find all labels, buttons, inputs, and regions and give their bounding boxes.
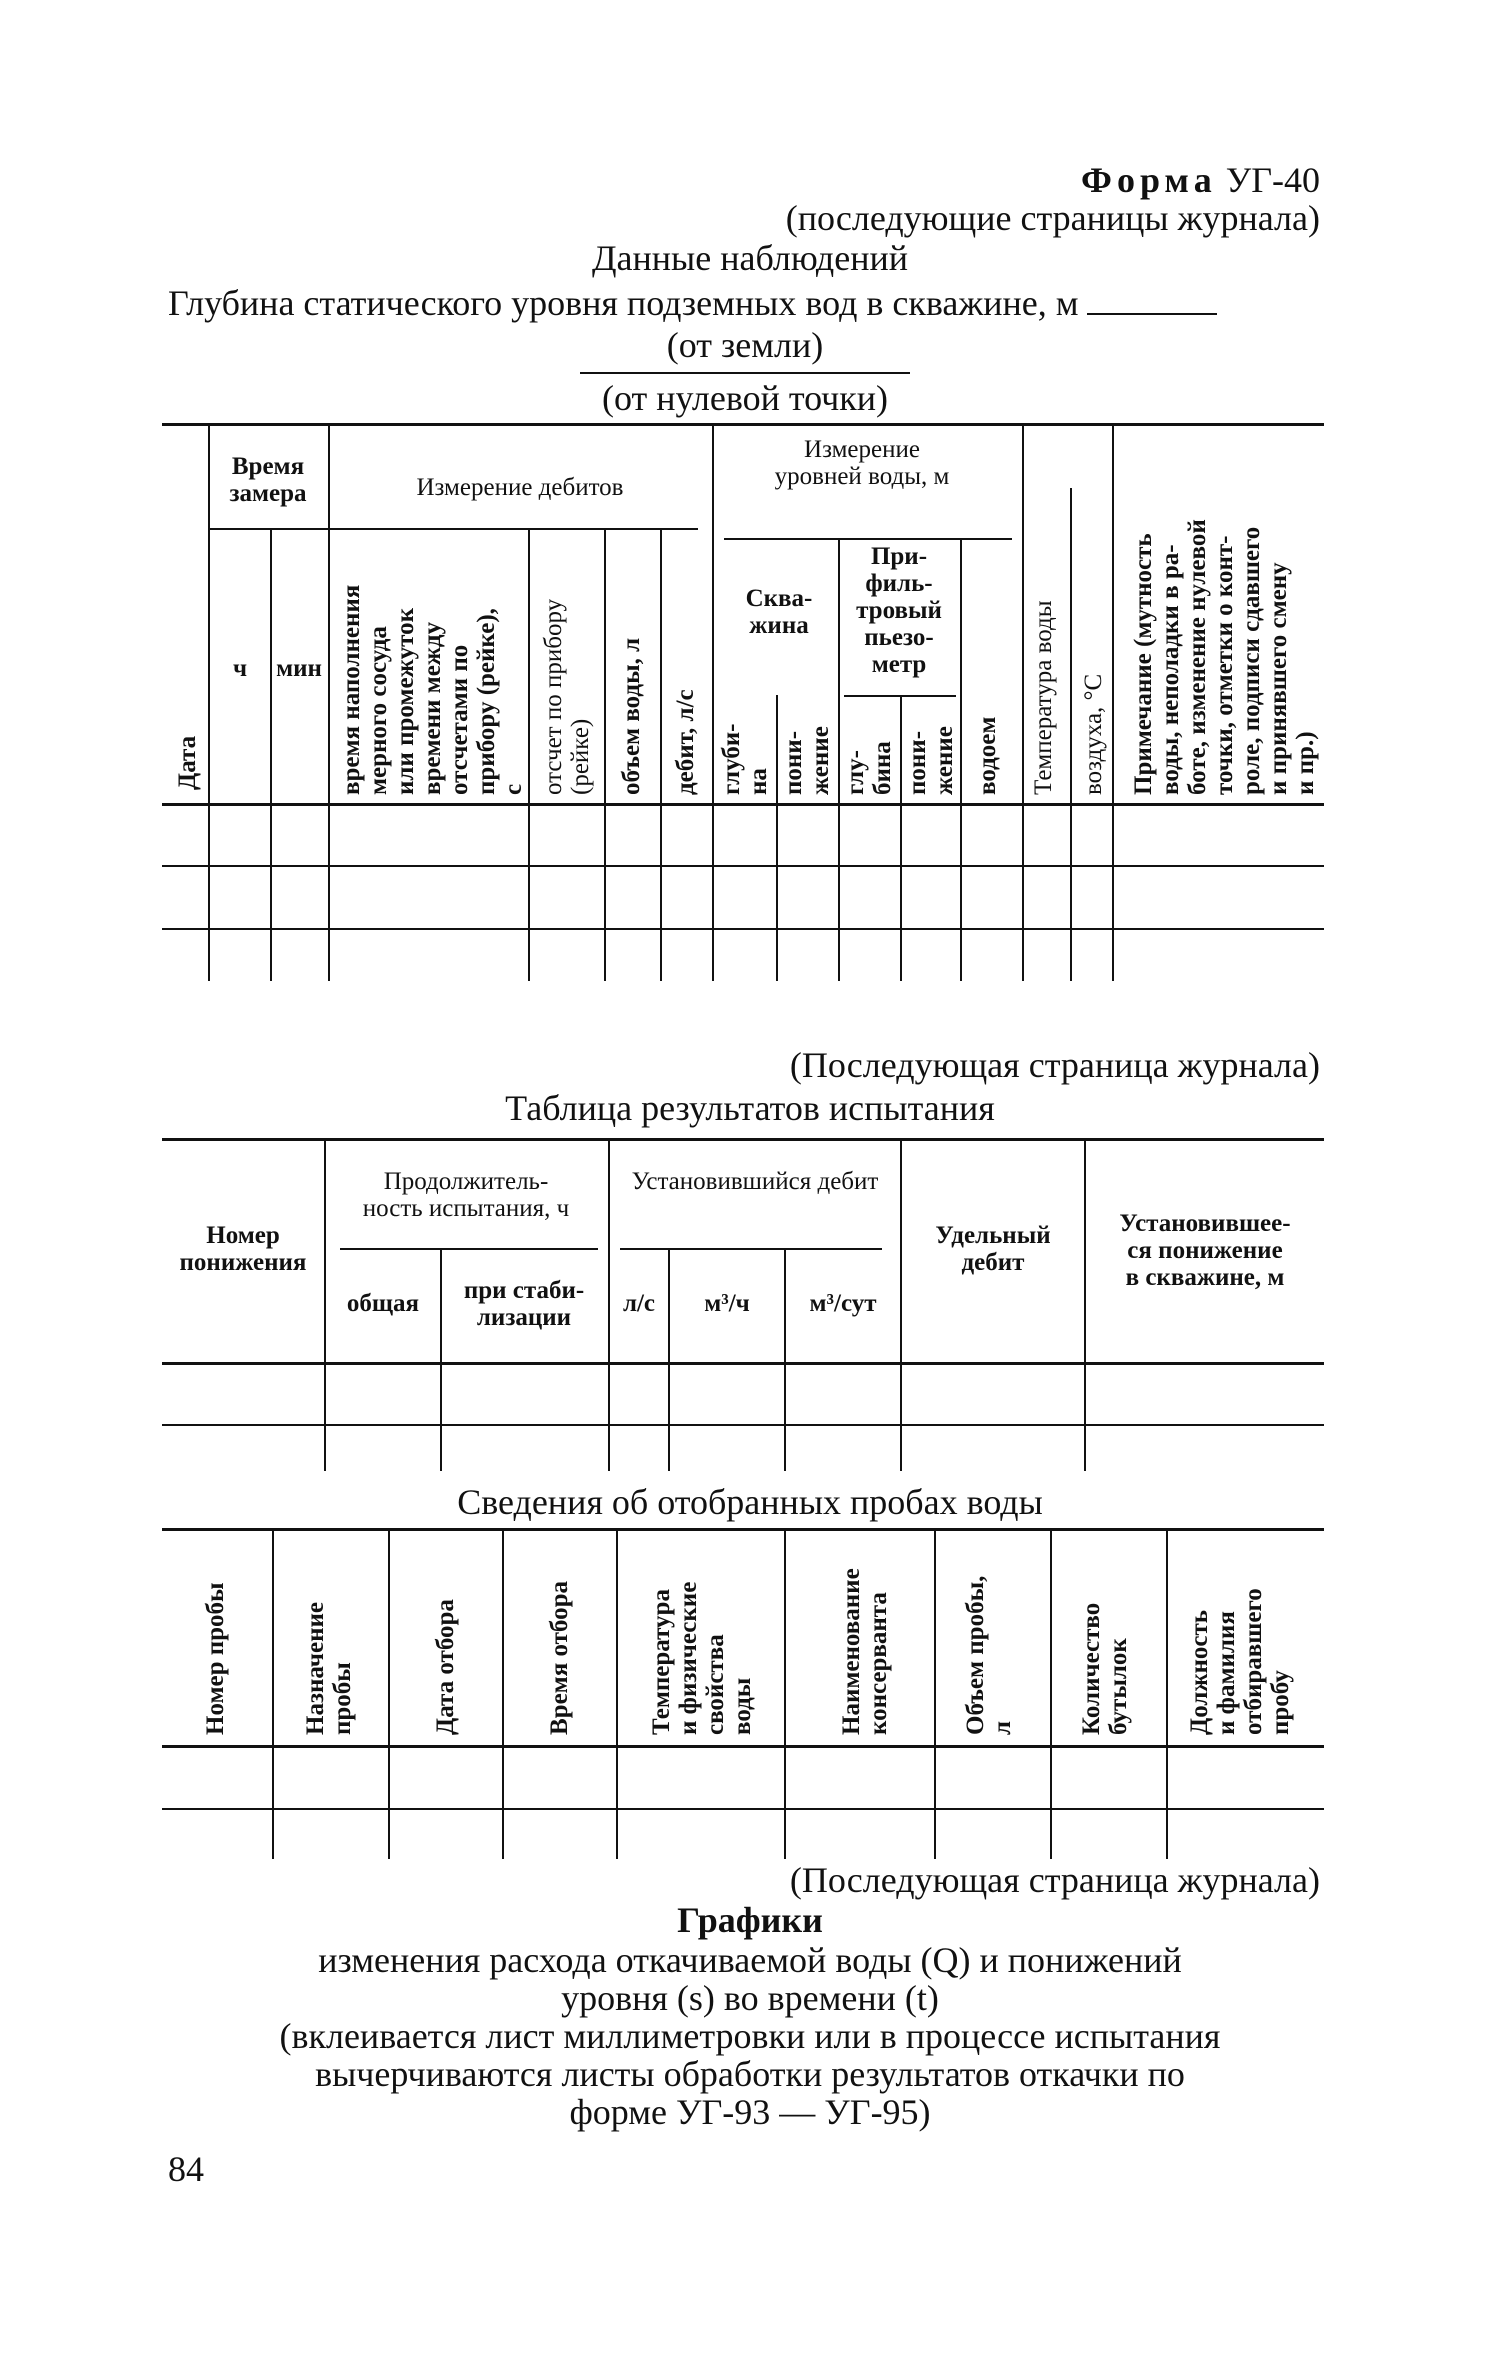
sampler-header: Должность и фамилия отбиравшего пробу (1186, 1588, 1294, 1735)
row-divider-tick (440, 1431, 442, 1471)
row-divider-tick (272, 1815, 274, 1859)
discharge-group-header: Измерение дебитов (416, 474, 624, 501)
time-minutes-header: мин (276, 655, 322, 682)
page-number: 84 (168, 2149, 204, 2189)
row-divider-tick (1084, 1369, 1086, 1421)
form-code: УГ-40 (1225, 160, 1320, 200)
time-hours-header: ч (232, 655, 248, 682)
row-divider-tick (270, 810, 272, 862)
duration-group-header: Продолжитель- ность испытания, ч (362, 1168, 570, 1222)
graphs-line-2: уровня (s) во времени (t) (561, 1978, 939, 2018)
row-divider-tick (712, 935, 714, 981)
drawdown-number-header: Номер понижения (179, 1222, 307, 1276)
row-divider-tick (502, 1752, 504, 1804)
sample-volume-header: Объем пробы, л (962, 1575, 1016, 1735)
row-divider-tick (1070, 935, 1072, 981)
row-divider-tick (660, 872, 662, 924)
results-title: Таблица результатов испытания (505, 1088, 995, 1128)
row-divider-tick (208, 872, 210, 924)
fill-time-header: время наполнения мерного сосуда или промежуток времени между отсчетами по прибору (рейке), с (338, 584, 527, 795)
row-divider-tick (900, 810, 902, 862)
subheader-rule (844, 695, 956, 697)
unit-m3h-header: м³/ч (704, 1290, 750, 1317)
pages-note: (последующие страницы журнала) (785, 198, 1320, 238)
row-rule (162, 865, 1324, 867)
sample-number-header: Номер пробы (202, 1582, 229, 1735)
subheader-rule (620, 1248, 882, 1250)
table-top-rule (162, 1138, 1324, 1141)
row-divider-tick (776, 935, 778, 981)
row-divider-tick (502, 1815, 504, 1859)
static-level-blank (1087, 283, 1217, 315)
subheader-rule (208, 528, 328, 530)
row-divider-tick (388, 1752, 390, 1804)
row-divider-tick (784, 1815, 786, 1859)
graphs-line-4: вычерчиваются листы обработки результатов откачки по (315, 2054, 1185, 2094)
header-bottom-rule (162, 1362, 1324, 1365)
steady-discharge-group-header: Установившийся дебит (631, 1168, 879, 1195)
form-code-line (900, 160, 1320, 200)
remarks-header: Примечание (мутность воды, неполадки в ра- боте, изменение нулевой точки, отметки о конт- роле, подписи сдавшего и принявшего смену и пр.) (1130, 519, 1319, 795)
row-divider-tick (960, 810, 962, 862)
row-divider-tick (616, 1752, 618, 1804)
temp-air-header: воздуха, °С (1080, 673, 1107, 795)
water-volume-header: объем воды, л (618, 637, 645, 795)
piezo-drawdown-header: пони- жение (904, 726, 958, 795)
well-header: Сква- жина (745, 585, 813, 639)
table-top-rule (162, 423, 1324, 426)
row-divider-tick (528, 872, 530, 924)
row-divider-tick (934, 1752, 936, 1804)
column-rule (272, 1528, 274, 1858)
static-level-line (168, 283, 1217, 323)
row-divider-tick (900, 872, 902, 924)
subheader-rule (340, 1248, 598, 1250)
row-divider-tick (1070, 872, 1072, 924)
row-divider-tick (608, 1431, 610, 1471)
row-divider-tick (960, 872, 962, 924)
row-divider-tick (1166, 1752, 1168, 1804)
row-divider-tick (668, 1369, 670, 1421)
duration-total-header: общая (346, 1290, 420, 1317)
header-bottom-rule (162, 803, 1324, 806)
row-divider-tick (1022, 872, 1024, 924)
row-divider-tick (1084, 1431, 1086, 1471)
row-divider-tick (934, 1815, 936, 1859)
row-divider-tick (272, 1752, 274, 1804)
row-divider-tick (208, 810, 210, 862)
row-divider-tick (1070, 810, 1072, 862)
temperature-group-header: Температура воды (1030, 600, 1057, 795)
static-level-label: Глубина статического уровня подземных вод в скважине, м (168, 283, 1079, 323)
unit-m3day-header: м³/сут (809, 1290, 877, 1317)
specific-discharge-header: Удельный дебит (935, 1222, 1051, 1276)
sample-time-header: Время отбора (546, 1580, 573, 1735)
row-divider-tick (604, 872, 606, 924)
subheader-rule (724, 538, 1012, 540)
row-divider-tick (660, 810, 662, 862)
row-divider-tick (900, 1431, 902, 1471)
row-divider-tick (784, 1752, 786, 1804)
graphs-line-5: форме УГ-93 — УГ-95) (569, 2092, 931, 2132)
row-divider-tick (528, 810, 530, 862)
graphs-title: Графики (677, 1900, 823, 1940)
row-rule (162, 1808, 1324, 1810)
date-header: Дата (174, 735, 201, 790)
row-divider-tick (1112, 810, 1114, 862)
well-drawdown-header: пони- жение (780, 726, 834, 795)
row-divider-tick (328, 935, 330, 981)
sample-purpose-header: Назначение пробы (302, 1602, 356, 1735)
row-divider-tick (440, 1369, 442, 1421)
row-divider-tick (712, 872, 714, 924)
row-divider-tick (1050, 1815, 1052, 1859)
form-word: Форма (1081, 160, 1217, 200)
section-title: Данные наблюдений (591, 238, 909, 278)
column-rule (784, 1528, 786, 1858)
header-bottom-rule (162, 1745, 1324, 1748)
row-divider-tick (1050, 1752, 1052, 1804)
sample-date-header: Дата отбора (432, 1599, 459, 1735)
preservative-header: Наименование консерванта (838, 1568, 892, 1735)
row-divider-tick (270, 872, 272, 924)
row-divider-tick (900, 935, 902, 981)
discharge-rate-header: дебит, л/с (672, 689, 699, 795)
row-divider-tick (270, 935, 272, 981)
row-divider-tick (1112, 935, 1114, 981)
samples-title: Сведения об отобранных пробах воды (457, 1482, 1043, 1522)
column-rule (1166, 1528, 1168, 1858)
unit-ls-header: л/с (622, 1290, 656, 1317)
row-divider-tick (1022, 935, 1024, 981)
row-divider-tick (324, 1369, 326, 1421)
fraction-line (580, 372, 910, 374)
bottle-count-header: Количество бутылок (1078, 1602, 1132, 1735)
well-depth-header: глуби- на (718, 723, 772, 795)
row-divider-tick (838, 935, 840, 981)
row-divider-tick (900, 1369, 902, 1421)
sample-properties-header: Температура и физические свойства воды (648, 1581, 756, 1735)
row-divider-tick (1112, 872, 1114, 924)
from-ground-label: (от земли) (666, 325, 824, 365)
row-divider-tick (1166, 1815, 1168, 1859)
row-divider-tick (608, 1369, 610, 1421)
row-divider-tick (784, 1369, 786, 1421)
row-divider-tick (712, 810, 714, 862)
table-top-rule (162, 1528, 1324, 1531)
levels-group-header: Измерение уровней воды, м (774, 436, 950, 490)
row-rule (162, 928, 1324, 930)
row-divider-tick (784, 1431, 786, 1471)
steady-drawdown-header: Установившее- ся понижение в скважине, м (1119, 1210, 1291, 1291)
row-divider-tick (528, 935, 530, 981)
from-zero-label: (от нулевой точки) (601, 378, 889, 418)
row-divider-tick (668, 1431, 670, 1471)
row-divider-tick (1022, 810, 1024, 862)
row-divider-tick (328, 872, 330, 924)
column-rule (388, 1528, 390, 1858)
piezo-depth-header: глу- бина (842, 741, 896, 795)
row-divider-tick (838, 872, 840, 924)
column-rule (616, 1528, 618, 1858)
row-divider-tick (776, 872, 778, 924)
temp-water-header: водоем (974, 716, 1001, 795)
duration-stable-header: при стаби- лизации (463, 1277, 585, 1331)
gauge-reading-header: отсчет по прибору (рейке) (540, 598, 594, 795)
row-divider-tick (616, 1815, 618, 1859)
results-page-note: (Последующая страница журнала) (789, 1045, 1320, 1085)
row-divider-tick (324, 1431, 326, 1471)
row-divider-tick (604, 935, 606, 981)
row-divider-tick (388, 1815, 390, 1859)
graphs-page-note: (Последующая страница журнала) (789, 1860, 1320, 1900)
graphs-line-1: изменения расхода откачиваемой воды (Q) и понижений (318, 1940, 1182, 1980)
row-divider-tick (960, 935, 962, 981)
column-rule (934, 1528, 936, 1858)
column-rule (1050, 1528, 1052, 1858)
row-divider-tick (776, 810, 778, 862)
row-divider-tick (208, 935, 210, 981)
row-divider-tick (604, 810, 606, 862)
graphs-line-3: (вклеивается лист миллиметровки или в процессе испытания (279, 2016, 1221, 2056)
row-rule (162, 1424, 1324, 1426)
row-divider-tick (660, 935, 662, 981)
row-divider-tick (838, 810, 840, 862)
row-divider-tick (328, 810, 330, 862)
column-rule (502, 1528, 504, 1858)
piezometer-header: При- филь- тровый пьезо- метр (856, 543, 942, 678)
subheader-rule (328, 528, 698, 530)
time-group-header: Время замера (229, 453, 307, 507)
